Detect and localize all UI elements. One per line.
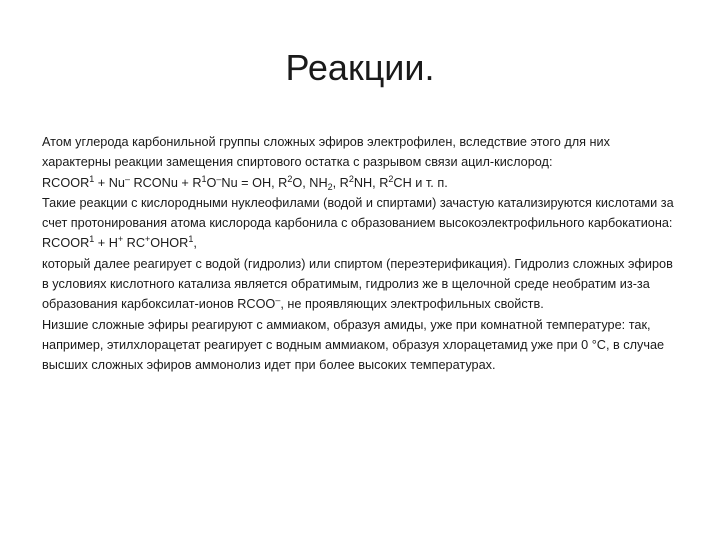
- eq1-part-h: NH, R: [353, 175, 389, 190]
- eq2-part-c: RC: [123, 236, 145, 251]
- eq1-part-b: + Nu: [94, 175, 125, 190]
- equation-substitution: [42, 173, 682, 193]
- eq1-sup-g: 2: [348, 173, 354, 184]
- eq2-sup-a: 1: [89, 234, 95, 245]
- paragraph-hydrolysis: [42, 254, 682, 315]
- eq1-part-f: O, NH: [292, 175, 328, 190]
- eq1-sub-f: 2: [327, 181, 333, 192]
- eq1-part-a: RCOOR: [42, 175, 90, 190]
- eq1-part-e: Nu = OH, R: [221, 175, 288, 190]
- eq1-sup-c: 1: [201, 173, 207, 184]
- eq1-sup-b: –: [124, 173, 130, 184]
- eq1-sup-h: 2: [388, 173, 394, 184]
- eq2-part-b: + H: [94, 236, 118, 251]
- eq2-sup-d: 1: [188, 234, 194, 245]
- eq2-part-e: ,: [193, 236, 197, 251]
- slide-title: Реакции.: [285, 47, 435, 88]
- eq1-part-c: RCONu + R: [129, 175, 202, 190]
- hydrolysis-text-after: , не проявляющих электрофильных свойств.: [280, 297, 544, 312]
- eq2-part-a: RCOOR: [42, 236, 90, 251]
- carboxylate-charge: –: [275, 295, 281, 306]
- eq2-sup-b: +: [117, 234, 124, 245]
- slide-body: [42, 132, 682, 376]
- hydrolysis-text-before: который далее реагирует с водой (гидролиз) или спиртом (переэтерификация). Гидролиз сложных эфиров в условиях кислотного катализа является обратимым, гидролиз же в щелочной среде необратим из-за образования карбоксилат-ионов RCOO: [42, 256, 673, 312]
- eq1-sup-d: –: [216, 173, 222, 184]
- paragraph-acid-catalysis: Такие реакции с кислородными нуклеофилами (водой и спиртами) зачастую катализируются кислотами за счет протонирования атома кислорода карбонила с образованием высокоэлектрофильного карбокатиона:: [42, 195, 674, 231]
- eq1-sup-a: 1: [89, 173, 95, 184]
- eq1-part-g: , R: [332, 175, 349, 190]
- eq1-sup-e: 2: [287, 173, 293, 184]
- paragraph-ammonolysis: Низшие сложные эфиры реагируют с аммиаком, образуя амиды, уже при комнатной температуре: так, например, этилхлорацетат реагирует с водным аммиаком, образуя хлорацетамид уже при 0 °С, в случае высших сложных эфиров аммонолиз идет при более высоких температурах.: [42, 317, 665, 373]
- eq1-part-d: O: [206, 175, 217, 190]
- eq2-part-d: OHOR: [150, 236, 189, 251]
- equation-protonation: [42, 233, 682, 253]
- eq2-sup-c: +: [145, 234, 151, 245]
- paragraph-intro: Атом углерода карбонильной группы сложных эфиров электрофилен, вследствие этого для них характерны реакции замещения спиртового остатка с разрывом связи ацил-кислород:: [42, 135, 610, 170]
- eq1-part-i: CH и т. п.: [393, 175, 448, 190]
